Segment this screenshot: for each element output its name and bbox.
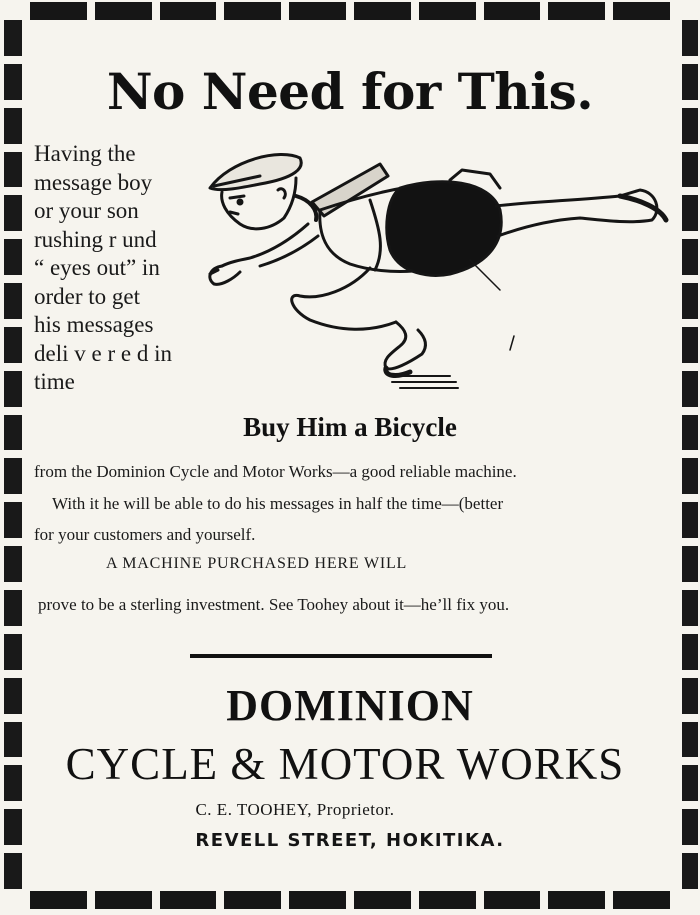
- intro-line: deli v e r e d in: [34, 340, 172, 366]
- body-line-caps: A MACHINE PURCHASED HERE WILL: [106, 555, 408, 572]
- intro-line: or your son: [34, 198, 139, 223]
- firm-name-line1: DOMINION: [226, 681, 474, 730]
- body-line: prove to be a sterling investment. See Toohey about it—he’ll fix you.: [38, 595, 510, 614]
- intro-line: “ eyes out” in: [34, 255, 160, 280]
- intro-line: rushing r und: [34, 226, 157, 252]
- running-boy-illustration: [200, 140, 670, 400]
- horizontal-rule: [190, 654, 492, 658]
- body-line: for your customers and yourself.: [34, 525, 256, 544]
- intro-line: his messages: [34, 312, 154, 337]
- address: REVELL STREET, HOKITIKA.: [195, 830, 505, 851]
- intro-line: time: [34, 369, 75, 394]
- intro-text: [34, 140, 194, 397]
- top-border: [30, 2, 670, 20]
- intro-line: order to get: [34, 283, 141, 309]
- bottom-border: [30, 891, 670, 909]
- body-line: from the Dominion Cycle and Motor Works—a good reliable machine.: [34, 462, 517, 481]
- intro-line: Having the: [34, 141, 136, 166]
- headline: No Need for This.: [106, 62, 594, 121]
- proprietor: C. E. TOOHEY, Proprietor.: [195, 800, 395, 819]
- subheading: Buy Him a Bicycle: [243, 412, 457, 442]
- body-line: With it he will be able to do his messages in half the time—(better: [52, 494, 504, 513]
- intro-line: message boy: [34, 169, 153, 195]
- firm-name-line2: CYCLE & MOTOR WORKS: [65, 739, 625, 789]
